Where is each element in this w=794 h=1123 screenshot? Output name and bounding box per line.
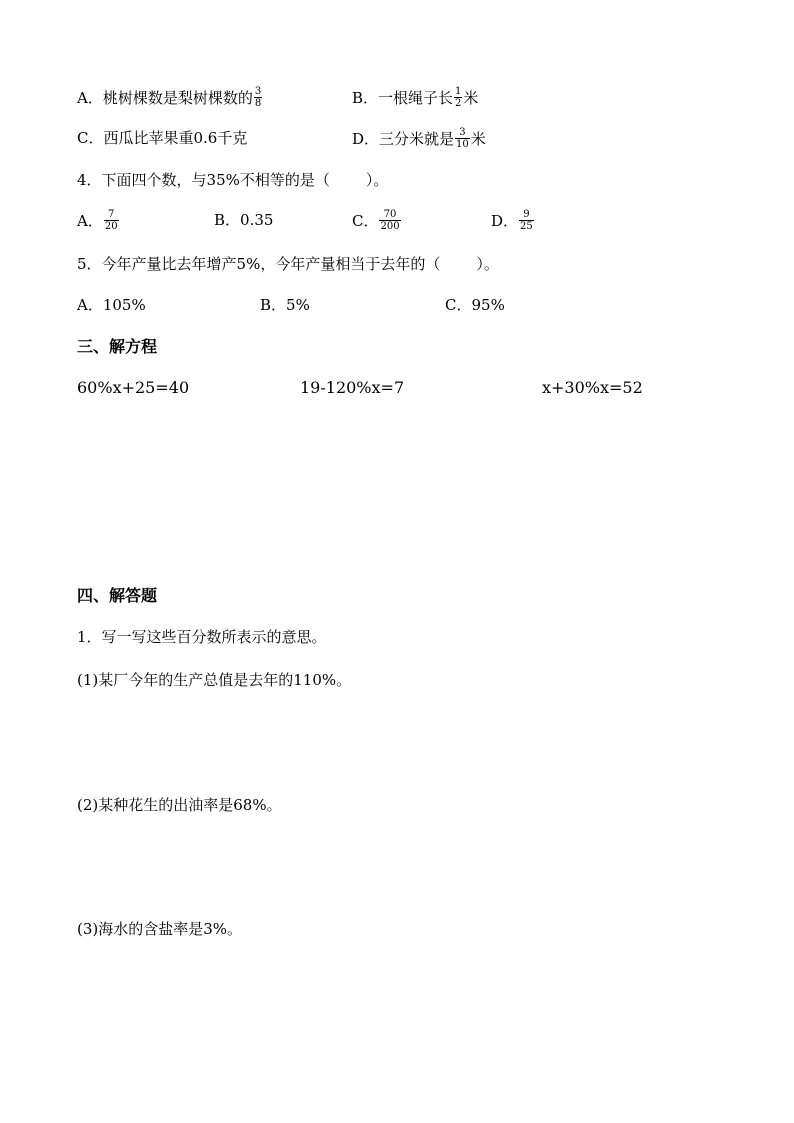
option-label: A． bbox=[77, 296, 103, 314]
option-label: A． bbox=[77, 211, 103, 230]
sub-question-1: (1)某厂今年的生产总值是去年的110%。 bbox=[77, 671, 352, 689]
option-3d bbox=[352, 127, 486, 150]
option-text: 95% bbox=[471, 296, 505, 314]
option-4c bbox=[352, 209, 402, 232]
option-text: 西瓜比苹果重0.6千克 bbox=[103, 129, 248, 147]
option-unit: 米 bbox=[470, 129, 486, 148]
option-text: 0.35 bbox=[240, 211, 274, 229]
fraction-denominator: 8 bbox=[254, 98, 262, 109]
fraction bbox=[379, 209, 400, 232]
fraction bbox=[454, 86, 462, 109]
section-4-title: 四、解答题 bbox=[77, 586, 158, 605]
fraction-denominator: 200 bbox=[380, 221, 400, 232]
equation-2: 19-120%x=7 bbox=[300, 378, 405, 397]
fraction bbox=[455, 127, 470, 150]
option-text: 105% bbox=[102, 296, 146, 314]
option-label: C． bbox=[352, 211, 379, 230]
fraction bbox=[519, 209, 534, 232]
fraction-denominator: 10 bbox=[456, 139, 469, 150]
fraction bbox=[104, 209, 119, 232]
option-label: C． bbox=[445, 296, 472, 314]
option-text: 一根绳子长 bbox=[378, 88, 454, 107]
question-text-end: ）。 bbox=[476, 255, 499, 273]
option-label: A． bbox=[77, 88, 103, 107]
sub-question-3: (3)海水的含盐率是3%。 bbox=[77, 920, 243, 938]
option-3b bbox=[352, 86, 478, 109]
fraction-numerator: 1 bbox=[455, 86, 462, 97]
option-label: B． bbox=[352, 88, 379, 107]
fraction-numerator: 9 bbox=[523, 209, 530, 220]
option-5b bbox=[260, 294, 310, 316]
option-5a bbox=[77, 294, 146, 316]
fraction-numerator: 7 bbox=[108, 209, 115, 220]
question-text: 5．今年产量比去年增产5%，今年产量相当于去年的（ bbox=[77, 255, 441, 273]
section-3-title: 三、解方程 bbox=[77, 337, 158, 356]
fraction-denominator: 2 bbox=[455, 98, 462, 109]
question-5-stem bbox=[77, 253, 499, 275]
option-label: C． bbox=[77, 129, 104, 147]
option-3a bbox=[77, 86, 263, 109]
sub-question-2: (2)某种花生的出油率是68%。 bbox=[77, 796, 282, 814]
option-4a bbox=[77, 209, 120, 232]
question-text-end: ）。 bbox=[365, 171, 389, 189]
question-4-stem bbox=[77, 169, 388, 191]
fraction-numerator: 3 bbox=[459, 127, 466, 138]
equation-3: x+30%x=52 bbox=[542, 378, 643, 397]
option-label: D． bbox=[352, 129, 380, 148]
option-label: D． bbox=[491, 211, 519, 230]
option-4b bbox=[214, 209, 273, 231]
option-unit: 米 bbox=[463, 88, 479, 107]
option-label: B． bbox=[260, 296, 287, 314]
question-1-stem: 1．写一写这些百分数所表示的意思。 bbox=[77, 628, 327, 646]
option-label: B． bbox=[214, 211, 241, 229]
fraction bbox=[254, 86, 262, 109]
option-3c bbox=[77, 127, 247, 149]
fraction-numerator: 3 bbox=[254, 86, 262, 97]
fraction-denominator: 20 bbox=[104, 221, 118, 232]
option-text: 三分米就是 bbox=[379, 129, 455, 148]
option-text: 5% bbox=[286, 296, 310, 314]
option-text: 桃树棵数是梨树棵数的 bbox=[102, 88, 253, 107]
fraction-denominator: 25 bbox=[520, 221, 533, 232]
fraction-numerator: 70 bbox=[383, 209, 397, 220]
option-4d bbox=[491, 209, 535, 232]
equation-1: 60%x+25=40 bbox=[77, 378, 190, 397]
question-text: 4．下面四个数，与35%不相等的是（ bbox=[77, 171, 330, 189]
option-5c bbox=[445, 294, 505, 316]
